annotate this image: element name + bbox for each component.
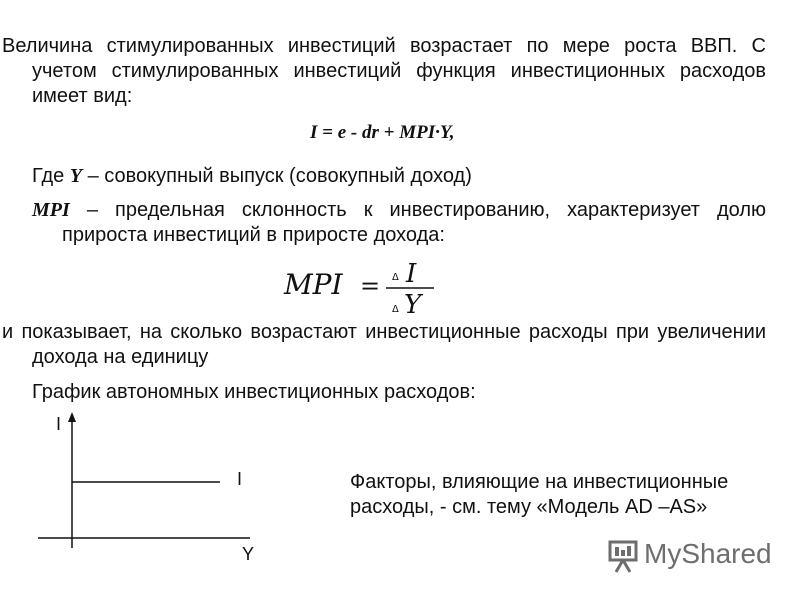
- paragraph-1-text: Величина стимулированных инвестиций возрастает по мере роста ВВП. С учетом стимулированных инвестиций функция инвестиционных расходов имеет вид:: [2, 35, 766, 107]
- mpi-formula: [282, 256, 442, 316]
- mpi-formula-numerator: I: [406, 259, 417, 289]
- paragraph-4-text: и показывает, на сколько возрастают инвестиционные расходы при увеличении дохода на единицу: [2, 321, 766, 368]
- x-axis-label: Y: [242, 544, 255, 564]
- mpi-formula-lhs: MPI: [284, 268, 343, 301]
- paragraph-definition-mpi: [32, 198, 766, 248]
- symbol-mpi: MPI: [32, 199, 70, 221]
- y-axis-label: I: [56, 414, 62, 434]
- y-axis-arrow: [68, 412, 76, 422]
- presentation-board-icon: [606, 538, 642, 574]
- mpi-formula-equals: =: [360, 272, 381, 300]
- autonomous-investment-graph: [30, 410, 280, 575]
- myshared-logo: [606, 536, 772, 576]
- definition-y-text: – совокупный выпуск (совокупный доход): [82, 165, 472, 187]
- factors-note: [350, 470, 780, 520]
- definition-y-prefix: Где: [32, 165, 70, 187]
- factors-text: Факторы, влияющие на инвестиционные расходы, - см. тему «Модель AD –AS»: [350, 471, 729, 518]
- symbol-y: Y: [69, 165, 83, 187]
- delta-symbol-denominator: Δ: [392, 304, 399, 315]
- paragraph-shows-increase: [2, 320, 766, 370]
- paragraph-graph-title: [32, 380, 766, 405]
- investment-line-label: I: [237, 469, 243, 489]
- definition-mpi-text: – предельная склонность к инвестированию, характеризует долю прироста инвестиций в приросте дохода:: [62, 199, 766, 246]
- paragraph-5-text: График автономных инвестиционных расходов:: [32, 381, 476, 403]
- mpi-formula-denominator: Y: [404, 290, 422, 316]
- investment-function-formula: I = e - dr + MPI·Y,: [310, 122, 455, 143]
- logo-text: MyShared: [644, 538, 772, 569]
- paragraph-stimulated-investment: [2, 34, 766, 109]
- paragraph-definition-y: [32, 164, 766, 189]
- delta-symbol-numerator: Δ: [392, 272, 399, 283]
